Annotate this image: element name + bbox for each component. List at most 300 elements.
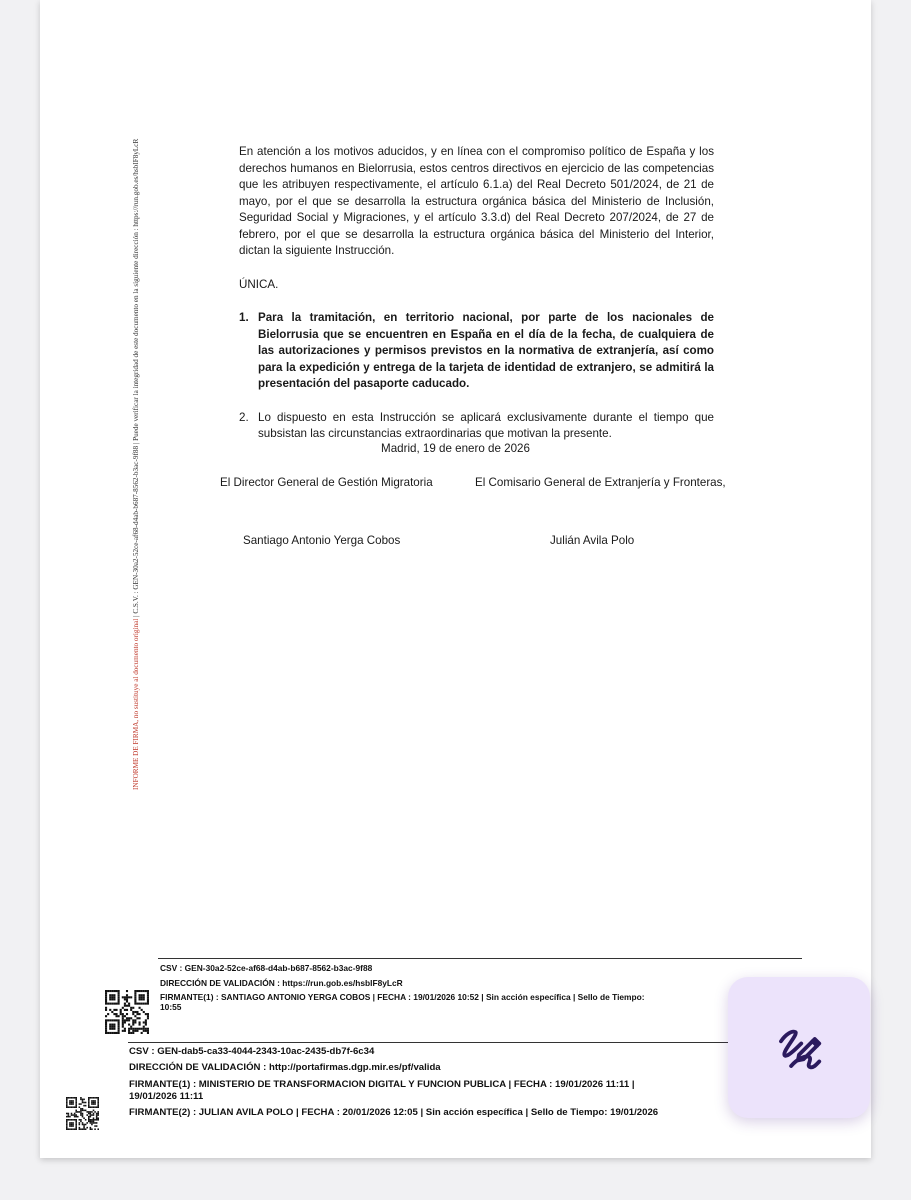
- qr-module: [113, 1024, 115, 1026]
- qr-module: [80, 1128, 82, 1130]
- qr-module: [124, 1005, 126, 1007]
- qr-module: [66, 1099, 68, 1101]
- qr-module: [66, 1105, 68, 1107]
- qr-module: [136, 1003, 138, 1005]
- qr-module: [113, 1019, 115, 1021]
- qr-module: [94, 1097, 96, 1099]
- qr-module: [139, 994, 141, 996]
- qr-module: [71, 1103, 73, 1105]
- qr-module: [118, 994, 120, 996]
- qr-module: [71, 1119, 73, 1121]
- qr-module: [126, 1000, 128, 1002]
- qr-module: [134, 1015, 136, 1017]
- qr-module: [93, 1106, 95, 1108]
- qr-module: [118, 996, 120, 998]
- qr-module: [83, 1117, 85, 1119]
- qr-module: [83, 1125, 85, 1127]
- qr-module: [143, 1011, 145, 1013]
- footer2-validation-url: DIRECCIÓN DE VALIDACIÓN : http://portafirmas.dgp.mir.es/pf/valida: [129, 1062, 441, 1073]
- qr-module: [145, 1019, 147, 1021]
- qr-module: [139, 1003, 141, 1005]
- qr-module: [126, 994, 128, 996]
- qr-module: [93, 1102, 95, 1104]
- qr-module: [118, 1030, 120, 1032]
- qr-module: [83, 1102, 85, 1104]
- qr-module: [143, 994, 145, 996]
- qr-module: [82, 1124, 84, 1126]
- qr-module: [115, 1015, 117, 1017]
- qr-module: [69, 1100, 71, 1102]
- qr-module: [69, 1097, 71, 1099]
- qr-module: [80, 1119, 82, 1121]
- qr-module: [128, 996, 130, 998]
- qr-module: [143, 1030, 145, 1032]
- qr-module: [66, 1127, 68, 1129]
- qr-module: [122, 1017, 124, 1019]
- qr-module: [72, 1119, 74, 1121]
- qr-module: [72, 1114, 74, 1116]
- qr-module: [88, 1119, 90, 1121]
- qr-module: [93, 1103, 95, 1105]
- qr-module: [71, 1102, 73, 1104]
- qr-module: [94, 1103, 96, 1105]
- qr-module: [90, 1128, 92, 1130]
- qr-module: [69, 1103, 71, 1105]
- qr-module: [85, 1124, 87, 1126]
- qr-module: [88, 1113, 90, 1115]
- qr-module: [105, 1028, 107, 1030]
- qr-module: [82, 1114, 84, 1116]
- qr-module: [139, 996, 141, 998]
- qr-module: [75, 1103, 77, 1105]
- qr-module: [90, 1106, 92, 1108]
- qr-module: [75, 1116, 77, 1118]
- qr-module: [147, 998, 149, 1000]
- qr-module: [143, 1028, 145, 1030]
- qr-module: [134, 990, 136, 992]
- qr-module: [143, 996, 145, 998]
- qr-module: [118, 1028, 120, 1030]
- qr-module: [134, 998, 136, 1000]
- qr-module: [109, 1032, 111, 1034]
- qr-module: [136, 1017, 138, 1019]
- qr-module: [72, 1124, 74, 1126]
- qr-module: [75, 1122, 77, 1124]
- qr-module: [82, 1110, 84, 1112]
- qr-module: [139, 998, 141, 1000]
- qr-module: [120, 1013, 122, 1015]
- qr-module: [145, 1028, 147, 1030]
- qr-module: [109, 1024, 111, 1026]
- qr-module: [90, 1119, 92, 1121]
- qr-module: [96, 1116, 98, 1118]
- qr-module: [113, 1003, 115, 1005]
- qr-module: [66, 1100, 68, 1102]
- intro-paragraph: En atención a los motivos aducidos, y en línea con el compromiso político de España y los derechos humanos en Bielorrusia, estos centros directivos en ejercicio de las competencias que les atribuyen respectivamente, el artículo 6.1.a) del Real Decreto 501/2024, de 21 de mayo, por el que se desarrolla la estructura orgánica básica del Ministerio de Inclusión, Seguridad Social y Migraciones, y el artículo 3.3.d) del Real Decreto 207/2024, de 27 de febrero, por el que se desarrolla la estructura orgánica básica del Ministerio del Interior, dictan la siguiente Instrucción.: [239, 145, 714, 257]
- qr-module: [107, 1032, 109, 1034]
- qr-module: [66, 1113, 68, 1115]
- qr-module: [68, 1128, 70, 1130]
- qr-module: [141, 990, 143, 992]
- qr-module: [94, 1106, 96, 1108]
- footer2-signer-1: FIRMANTE(1) : MINISTERIO DE TRANSFORMACION DIGITAL Y FUNCION PUBLICA | FECHA : 19/01/2026 11:11 |: [129, 1079, 635, 1090]
- qr-module: [130, 1026, 132, 1028]
- qr-module: [72, 1122, 74, 1124]
- qr-module: [97, 1114, 99, 1116]
- sign-document-button[interactable]: [728, 977, 870, 1118]
- qr-module: [91, 1106, 93, 1108]
- qr-module: [124, 1028, 126, 1030]
- qr-module: [94, 1111, 96, 1113]
- qr-module: [130, 1007, 132, 1009]
- qr-module: [128, 1030, 130, 1032]
- qr-module: [143, 1003, 145, 1005]
- qr-module: [118, 1019, 120, 1021]
- qr-module: [109, 1019, 111, 1021]
- qr-module: [91, 1114, 93, 1116]
- qr-module: [94, 1102, 96, 1104]
- qr-module: [122, 1026, 124, 1028]
- qr-module: [91, 1100, 93, 1102]
- qr-module: [80, 1097, 82, 1099]
- qr-module: [83, 1127, 85, 1129]
- qr-module: [80, 1099, 82, 1101]
- qr-module: [93, 1122, 95, 1124]
- qr-module: [111, 996, 113, 998]
- qr-module: [88, 1116, 90, 1118]
- qr-module: [69, 1102, 71, 1104]
- qr-module: [105, 1026, 107, 1028]
- qr-module: [72, 1097, 74, 1099]
- qr-module: [113, 998, 115, 1000]
- qr-module: [134, 996, 136, 998]
- qr-module: [105, 998, 107, 1000]
- qr-module: [71, 1128, 73, 1130]
- qr-module: [80, 1111, 82, 1113]
- qr-module: [69, 1119, 71, 1121]
- qr-module: [91, 1124, 93, 1126]
- qr-module: [75, 1102, 77, 1104]
- qr-module: [86, 1122, 88, 1124]
- qr-module: [86, 1114, 88, 1116]
- qr-module: [72, 1125, 74, 1127]
- qr-module: [68, 1097, 70, 1099]
- qr-module: [90, 1121, 92, 1123]
- qr-module: [118, 1026, 120, 1028]
- qr-module: [68, 1116, 70, 1118]
- qr-module: [126, 1019, 128, 1021]
- instruction-body: [239, 144, 714, 460]
- qr-module: [75, 1111, 77, 1113]
- qr-module: [97, 1119, 99, 1121]
- qr-module: [74, 1114, 76, 1116]
- qr-module: [82, 1102, 84, 1104]
- footer-divider-2: [128, 1042, 742, 1043]
- qr-module: [115, 1032, 117, 1034]
- qr-module: [66, 1116, 68, 1118]
- qr-module: [128, 1024, 130, 1026]
- qr-module: [93, 1119, 95, 1121]
- qr-module: [83, 1105, 85, 1107]
- qr-module: [97, 1102, 99, 1104]
- qr-module: [85, 1119, 87, 1121]
- qr-module: [136, 1028, 138, 1030]
- qr-module: [93, 1097, 95, 1099]
- signature-pen-icon: [772, 1021, 826, 1075]
- item-text: Lo dispuesto en esta Instrucción se aplicará exclusivamente durante el tiempo que subsistan las circunstancias extraordinarias que motivan la presente.: [258, 410, 714, 440]
- qr-module: [126, 996, 128, 998]
- qr-module: [118, 1021, 120, 1023]
- qr-module: [139, 1028, 141, 1030]
- qr-module: [66, 1121, 68, 1123]
- qr-module: [113, 1009, 115, 1011]
- qr-module: [105, 1030, 107, 1032]
- qr-module: [115, 1013, 117, 1015]
- qr-module: [134, 1030, 136, 1032]
- qr-module: [83, 1128, 85, 1130]
- qr-module: [97, 1105, 99, 1107]
- qr-module: [113, 1032, 115, 1034]
- qr-module: [66, 1097, 68, 1099]
- qr-module: [96, 1125, 98, 1127]
- qr-module: [90, 1097, 92, 1099]
- qr-module: [107, 1019, 109, 1021]
- qr-module: [126, 998, 128, 1000]
- qr-module: [147, 994, 149, 996]
- qr-module: [96, 1097, 98, 1099]
- qr-module: [66, 1106, 68, 1108]
- footer-divider-1: [158, 958, 802, 959]
- qr-module: [145, 1013, 147, 1015]
- side-stamp-notice: INFORME DE FIRMA, no sustituye al documento original: [132, 618, 140, 790]
- qr-module: [88, 1105, 90, 1107]
- qr-module: [145, 990, 147, 992]
- qr-module: [126, 990, 128, 992]
- qr-module: [136, 990, 138, 992]
- qr-module: [111, 1019, 113, 1021]
- qr-module: [128, 1019, 130, 1021]
- qr-module: [88, 1100, 90, 1102]
- qr-module: [105, 1000, 107, 1002]
- qr-module: [80, 1114, 82, 1116]
- qr-module: [97, 1103, 99, 1105]
- qr-module: [80, 1103, 82, 1105]
- qr-module: [83, 1124, 85, 1126]
- item-text: Para la tramitación, en territorio nacional, por parte de los nacionales de Bielorrusia que se encuentren en España en el día de la fecha, de cualquiera de las autorizaciones y permisos previstos en la normativa de extranjería, así como para la expedición y entrega de la tarjeta de identidad de extranjero, se admitirá la presentación del pasaporte caducado.: [258, 311, 714, 390]
- qr-module: [97, 1117, 99, 1119]
- qr-module: [80, 1108, 82, 1110]
- qr-module: [111, 1032, 113, 1034]
- qr-module: [122, 1019, 124, 1021]
- qr-module: [83, 1099, 85, 1101]
- qr-module: [97, 1106, 99, 1108]
- qr-module: [109, 998, 111, 1000]
- qr-module: [79, 1128, 81, 1130]
- qr-module: [147, 1015, 149, 1017]
- qr-module: [118, 1003, 120, 1005]
- qr-module: [82, 1100, 84, 1102]
- qr-module: [90, 1116, 92, 1118]
- footer1-csv: CSV : GEN-30a2-52ce-af68-d4ab-b687-8562-b3ac-9f88: [160, 963, 373, 973]
- qr-module: [68, 1113, 70, 1115]
- qr-module: [88, 1099, 90, 1101]
- qr-module: [94, 1100, 96, 1102]
- qr-module: [85, 1105, 87, 1107]
- qr-module: [80, 1121, 82, 1123]
- qr-module: [128, 1028, 130, 1030]
- qr-module: [107, 1013, 109, 1015]
- qr-module: [75, 1127, 77, 1129]
- qr-module: [124, 996, 126, 998]
- qr-module: [126, 1005, 128, 1007]
- qr-module: [147, 1032, 149, 1034]
- right-signatory-title: El Comisario General de Extranjería y Fronteras,: [475, 476, 726, 489]
- footer2-signer-2: FIRMANTE(2) : JULIAN AVILA POLO | FECHA : 20/01/2026 12:05 | Sin acción específica | Sello de Tiempo: 19/01/2026: [129, 1107, 659, 1118]
- qr-module: [105, 1021, 107, 1023]
- qr-module: [145, 1030, 147, 1032]
- qr-module: [91, 1128, 93, 1130]
- qr-module: [94, 1122, 96, 1124]
- qr-module: [122, 1024, 124, 1026]
- qr-module: [79, 1119, 81, 1121]
- qr-module: [143, 1026, 145, 1028]
- right-signatory-name: Julián Avila Polo: [550, 534, 635, 547]
- qr-module: [147, 1013, 149, 1015]
- qr-module: [90, 1122, 92, 1124]
- qr-module: [115, 990, 117, 992]
- qr-module: [96, 1117, 98, 1119]
- qr-module: [105, 1015, 107, 1017]
- verification-side-stamp: [130, 138, 142, 790]
- qr-module: [74, 1106, 76, 1108]
- qr-module: [118, 990, 120, 992]
- qr-module: [97, 1099, 99, 1101]
- qr-module: [85, 1110, 87, 1112]
- qr-module: [82, 1128, 84, 1130]
- qr-module: [109, 1028, 111, 1030]
- qr-module: [139, 1007, 141, 1009]
- qr-module: [141, 1003, 143, 1005]
- qr-module: [134, 1021, 136, 1023]
- instruction-item-1: [239, 310, 714, 393]
- qr-module: [132, 1007, 134, 1009]
- qr-module: [113, 996, 115, 998]
- qr-module: [124, 1009, 126, 1011]
- item-number: 1.: [239, 311, 249, 324]
- qr-module: [97, 1113, 99, 1115]
- item-number: 2.: [239, 410, 249, 424]
- qr-module: [109, 990, 111, 992]
- qr-module: [128, 1032, 130, 1034]
- qr-module: [74, 1119, 76, 1121]
- qr-module: [75, 1121, 77, 1123]
- qr-module: [141, 996, 143, 998]
- qr-code-icon: [66, 1097, 99, 1130]
- qr-module: [109, 994, 111, 996]
- qr-module: [126, 1013, 128, 1015]
- qr-module: [111, 1011, 113, 1013]
- qr-module: [69, 1106, 71, 1108]
- qr-module: [111, 994, 113, 996]
- qr-module: [80, 1110, 82, 1112]
- qr-module: [88, 1102, 90, 1104]
- qr-module: [105, 994, 107, 996]
- side-stamp-csv: | C.S.V. : GEN-30a2-52ce-af68-d4ab-b687-8562-b3ac-9f88 | Puede verificar la integridad de este documento en la siguiente dirección : https://run.gob.es/hsbIF8yLcR: [132, 138, 140, 617]
- qr-module: [132, 1011, 134, 1013]
- qr-module: [75, 1099, 77, 1101]
- qr-module: [132, 1019, 134, 1021]
- qr-module: [86, 1111, 88, 1113]
- qr-module: [97, 1128, 99, 1130]
- qr-module: [139, 1021, 141, 1023]
- footer2-signer-1-cont: 19/01/2026 11:11: [129, 1091, 204, 1102]
- qr-module: [83, 1110, 85, 1112]
- qr-module: [118, 1000, 120, 1002]
- qr-module: [130, 1017, 132, 1019]
- qr-module: [68, 1114, 70, 1116]
- qr-module: [118, 998, 120, 1000]
- qr-module: [109, 1003, 111, 1005]
- qr-module: [71, 1124, 73, 1126]
- qr-module: [71, 1122, 73, 1124]
- qr-module: [71, 1100, 73, 1102]
- instruction-item-2: [239, 410, 714, 443]
- left-signatory-name: Santiago Antonio Yerga Cobos: [243, 534, 401, 547]
- qr-module: [113, 994, 115, 996]
- qr-module: [79, 1103, 81, 1105]
- qr-module: [91, 1103, 93, 1105]
- qr-module: [124, 1021, 126, 1023]
- qr-module: [113, 990, 115, 992]
- qr-module: [94, 1128, 96, 1130]
- qr-module: [105, 1019, 107, 1021]
- footer1-signer-1: FIRMANTE(1) : SANTIAGO ANTONIO YERGA COBOS | FECHA : 19/01/2026 10:52 | Sin acción específica | Sello de Tiempo:: [160, 992, 645, 1002]
- qr-module: [134, 992, 136, 994]
- qr-module: [105, 996, 107, 998]
- qr-module: [130, 1032, 132, 1034]
- qr-module: [136, 1013, 138, 1015]
- left-signatory-title: El Director General de Gestión Migratoria: [220, 476, 433, 489]
- qr-module: [109, 1026, 111, 1028]
- qr-module: [134, 1028, 136, 1030]
- qr-module: [128, 1017, 130, 1019]
- qr-module: [115, 1019, 117, 1021]
- qr-module: [71, 1106, 73, 1108]
- section-heading: ÚNICA.: [239, 277, 279, 291]
- qr-module: [68, 1106, 70, 1108]
- qr-module: [77, 1116, 79, 1118]
- qr-module: [111, 1024, 113, 1026]
- qr-module: [111, 998, 113, 1000]
- qr-module: [113, 1026, 115, 1028]
- qr-module: [130, 996, 132, 998]
- qr-module: [122, 1021, 124, 1023]
- qr-module: [113, 1013, 115, 1015]
- qr-module: [122, 1013, 124, 1015]
- qr-module: [132, 1032, 134, 1034]
- qr-module: [72, 1106, 74, 1108]
- qr-module: [90, 1113, 92, 1115]
- qr-module: [96, 1114, 98, 1116]
- qr-module: [111, 1028, 113, 1030]
- qr-module: [96, 1119, 98, 1121]
- qr-module: [66, 1102, 68, 1104]
- qr-module: [85, 1102, 87, 1104]
- qr-module: [75, 1124, 77, 1126]
- qr-module: [111, 1003, 113, 1005]
- qr-module: [122, 1007, 124, 1009]
- qr-code-icon: [105, 990, 149, 1034]
